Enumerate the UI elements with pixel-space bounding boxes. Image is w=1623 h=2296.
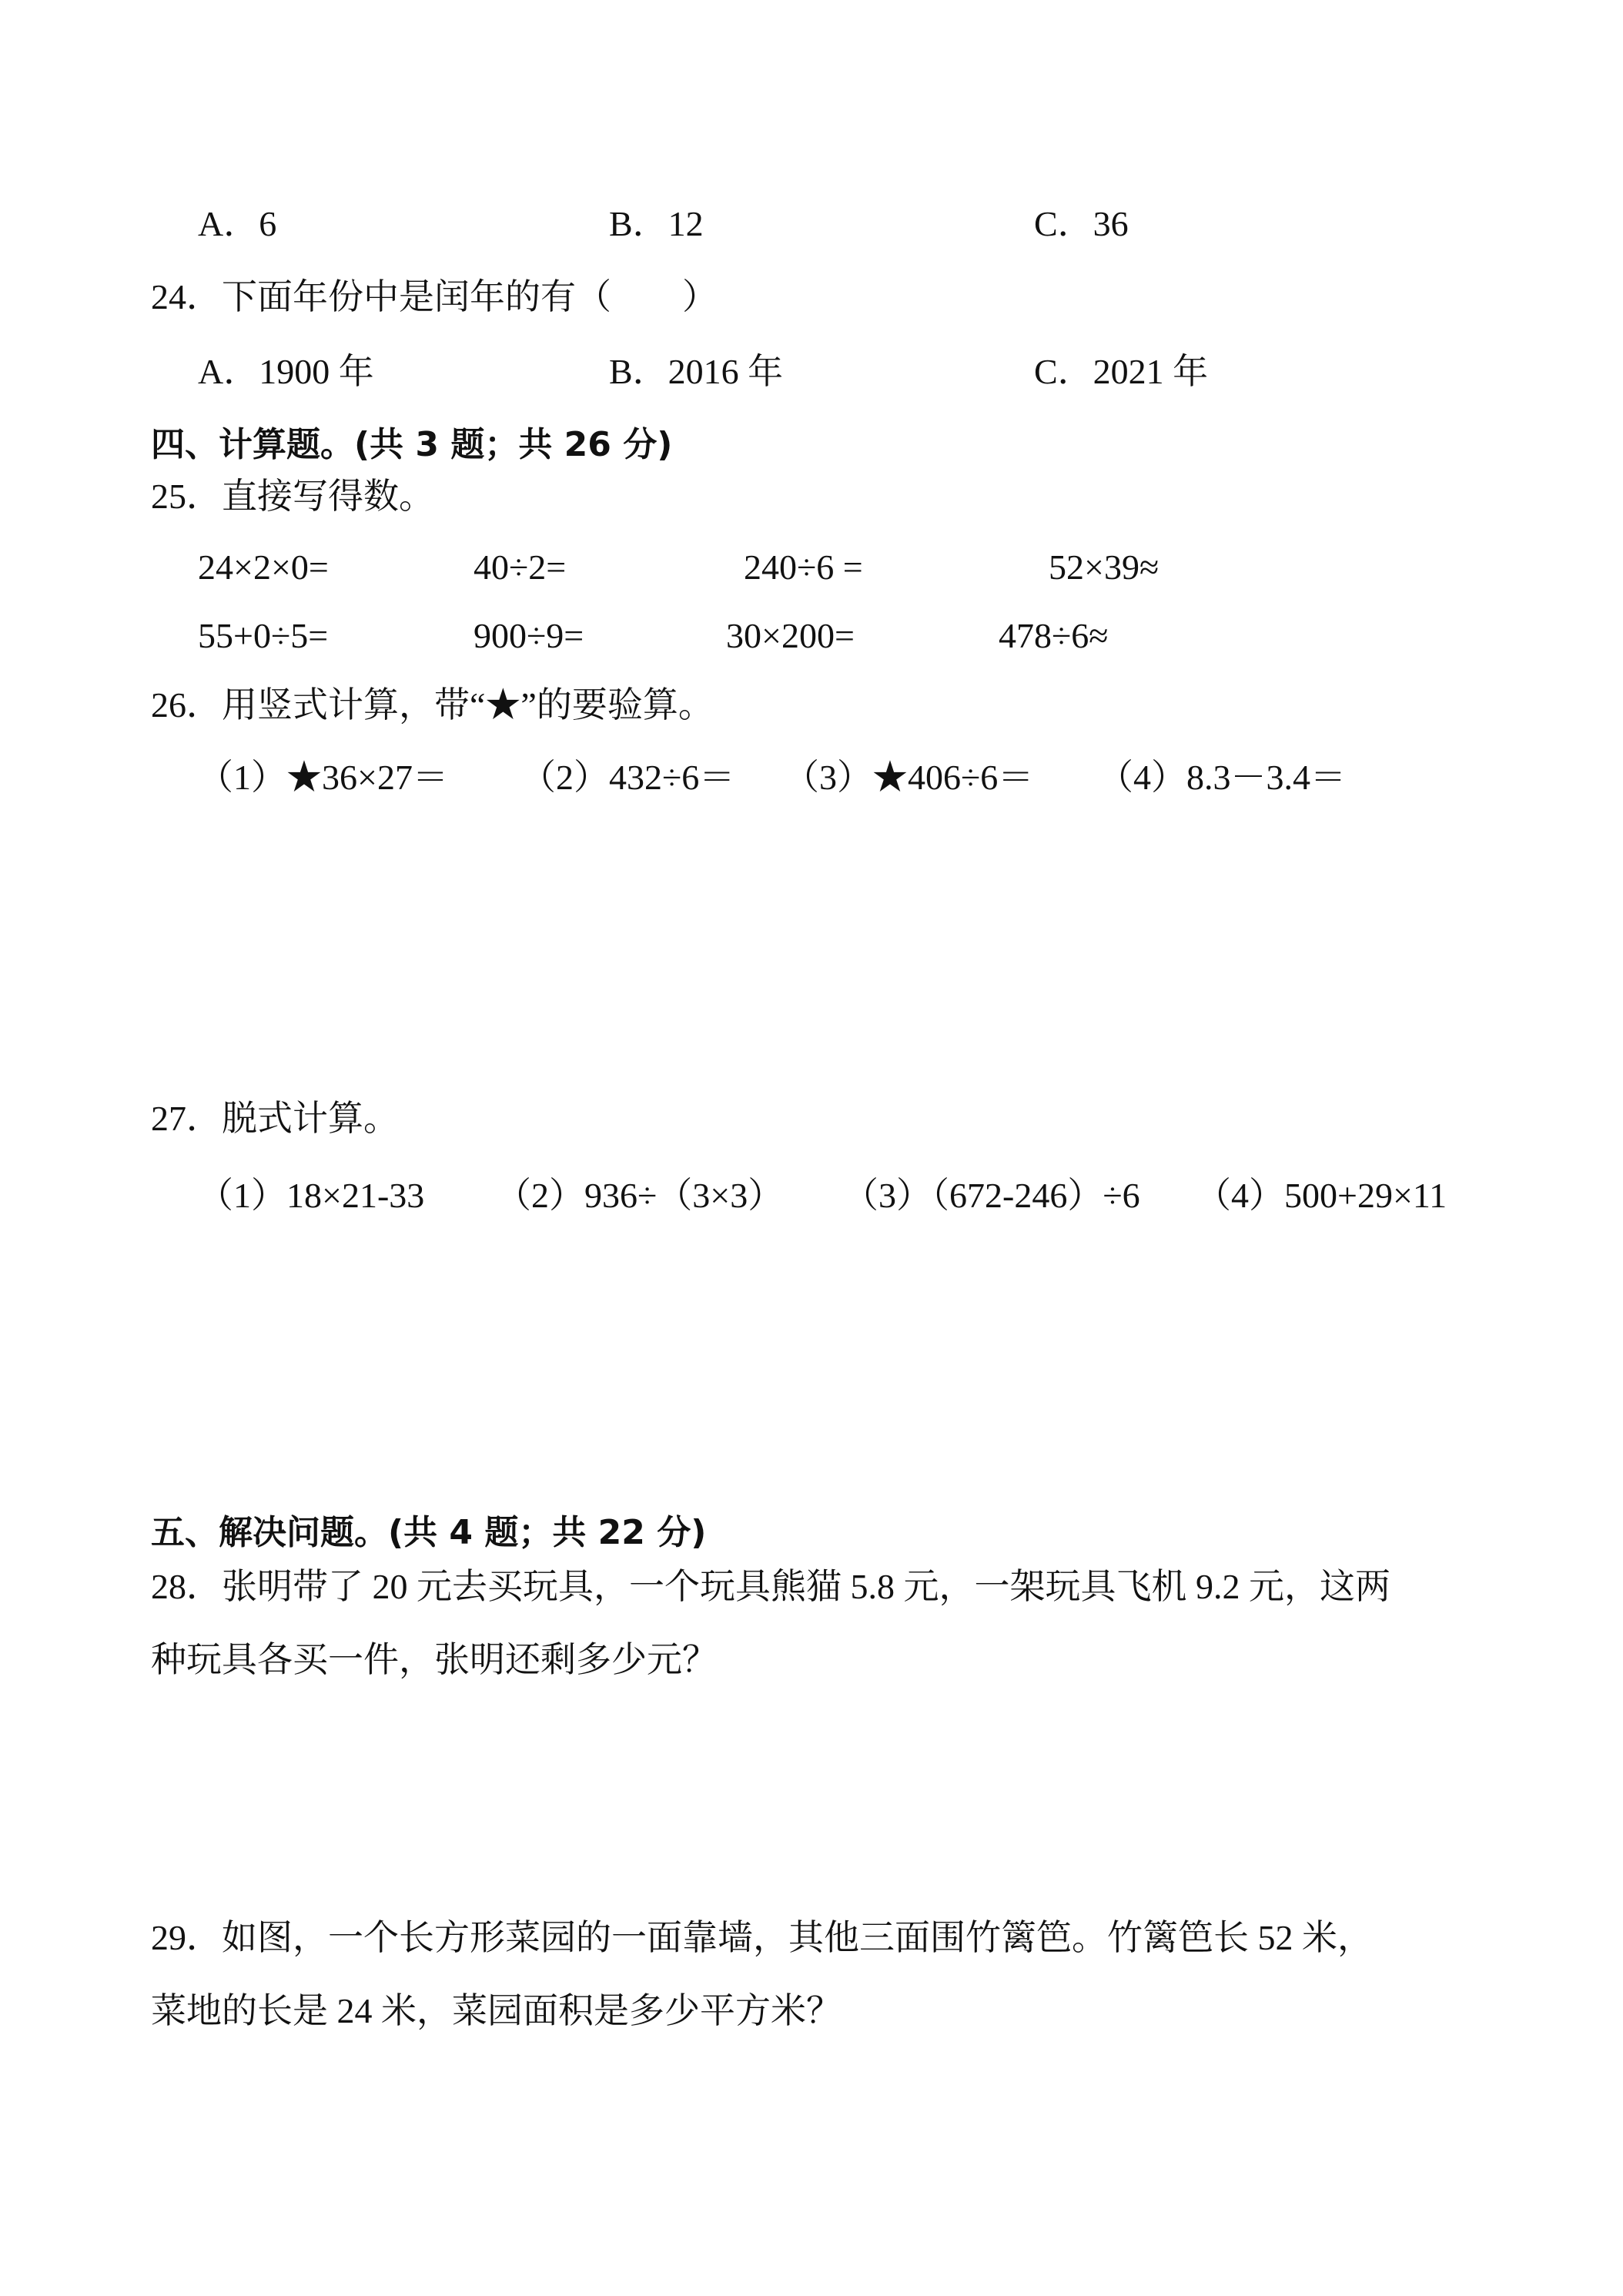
q24-option-b: B．2016 年 bbox=[609, 352, 784, 391]
q23-option-a: A．6 bbox=[198, 204, 277, 243]
q25-stem: 25．直接写得数。 bbox=[151, 477, 434, 516]
q24-option-a: A．1900 年 bbox=[198, 352, 374, 391]
q25-item-1: 24×2×0= bbox=[198, 547, 329, 587]
q27-item-1: （1）18×21-33 bbox=[198, 1176, 425, 1215]
q25-item-4: 52×39≈ bbox=[1049, 547, 1160, 587]
q25-item-3: 240÷6 = bbox=[744, 547, 863, 587]
q23-option-c: C．36 bbox=[1034, 204, 1129, 243]
q24-option-c: C．2021 年 bbox=[1034, 352, 1209, 391]
q26-item-4: （4）8.3－3.4＝ bbox=[1098, 758, 1346, 797]
q27-item-2: （2）936÷（3×3） bbox=[496, 1176, 784, 1215]
q27-item-4: （4）500+29×11 bbox=[1196, 1176, 1447, 1215]
q25-item-5: 55+0÷5= bbox=[198, 616, 329, 655]
q25-item-2: 40÷2= bbox=[474, 547, 567, 587]
q26-stem: 26．用竖式计算，带“★”的要验算。 bbox=[151, 685, 714, 725]
section-4-title: 四、计算题。(共 3 题；共 26 分) bbox=[151, 425, 673, 464]
q27-stem: 27．脱式计算。 bbox=[151, 1099, 399, 1138]
section-5-title: 五、解决问题。(共 4 题；共 22 分) bbox=[151, 1513, 707, 1552]
q25-item-6: 900÷9= bbox=[474, 616, 584, 655]
q25-item-8: 478÷6≈ bbox=[999, 616, 1109, 655]
q26-item-1: （1）★36×27＝ bbox=[198, 758, 448, 797]
q28-line-2: 种玩具各买一件，张明还剩多少元？ bbox=[151, 1640, 718, 1679]
q27-item-3: （3）（672-246）÷6 bbox=[843, 1176, 1140, 1215]
q26-item-2: （2）432÷6＝ bbox=[520, 758, 735, 797]
q29-line-2: 菜地的长是 24 米，菜园面积是多少平方米？ bbox=[151, 1991, 842, 2030]
q23-option-b: B．12 bbox=[609, 204, 704, 243]
q25-item-7: 30×200= bbox=[726, 616, 855, 655]
q28-line-1: 28．张明带了 20 元去买玩具，一个玩具熊猫 5.8 元，一架玩具飞机 9.2 元，这两 bbox=[151, 1567, 1390, 1606]
q29-line-1: 29．如图，一个长方形菜园的一面靠墙，其他三面围竹篱笆。竹篱笆长 52 米， bbox=[151, 1918, 1373, 1957]
q24-stem: 24．下面年份中是闰年的有（ ） bbox=[151, 277, 718, 316]
q26-item-3: （3）★406÷6＝ bbox=[784, 758, 1034, 797]
